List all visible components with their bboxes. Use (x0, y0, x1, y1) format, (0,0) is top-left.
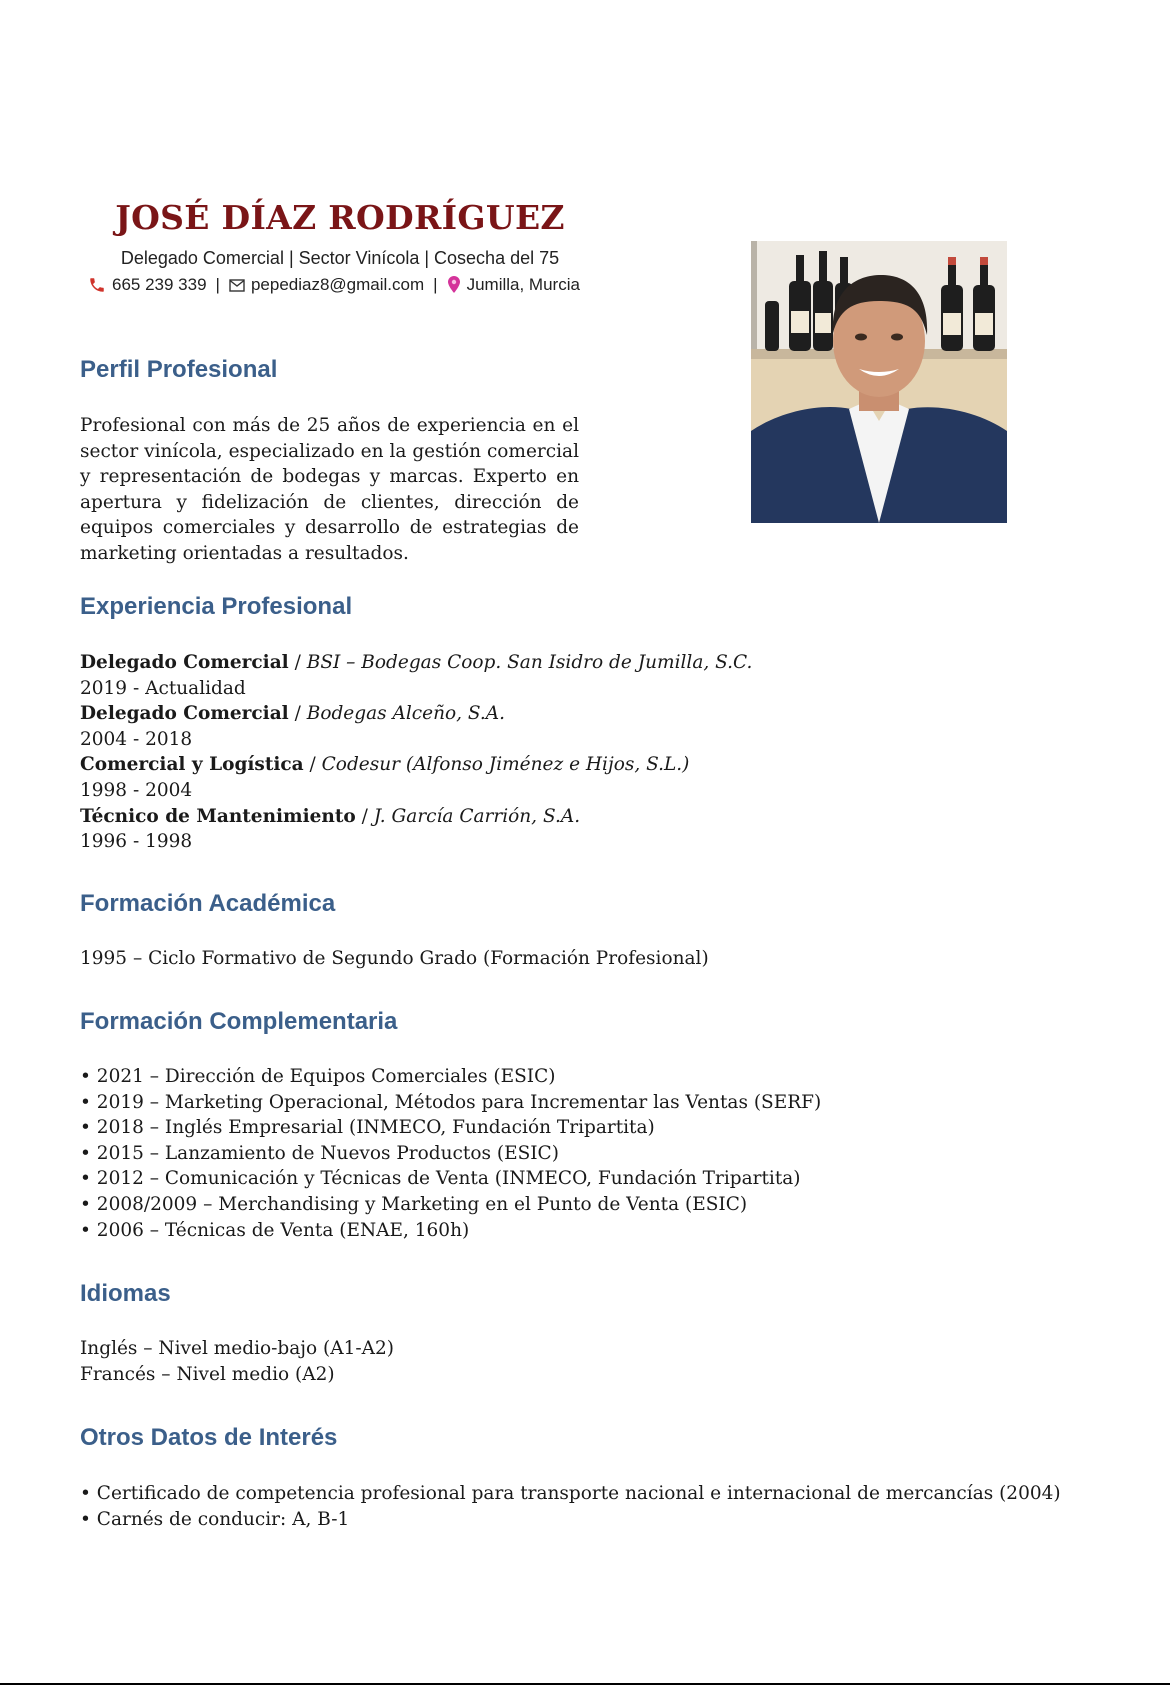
list-item: • 2006 – Técnicas de Venta (ENAE, 160h) (80, 1219, 470, 1241)
list-item: Francés – Nivel medio (A2) (80, 1363, 335, 1385)
list-item: 1995 – Ciclo Formativo de Segundo Grado (Formación Profesional) (80, 948, 709, 969)
contact-line (88, 275, 580, 295)
experience-role-line: Delegado Comercial / Bodegas Alceño, S.A. (80, 703, 506, 725)
experience-period: 2004 - 2018 (80, 728, 193, 750)
languages-list (80, 1336, 394, 1387)
location-pin-icon (447, 276, 461, 294)
list-item: • 2019 – Marketing Operacional, Métodos para Incrementar las Ventas (SERF) (80, 1091, 822, 1113)
experience-role-line: Delegado Comercial / BSI – Bodegas Coop. San Isidro de Jumilla, S.C. (80, 652, 753, 673)
list-item: • 2015 – Lanzamiento de Nuevos Productos (ESIC) (80, 1142, 559, 1164)
phone-number[interactable]: 665 239 339 (112, 275, 207, 294)
contact-separator: | (433, 275, 438, 294)
section-title-complementaria: Formación Complementaria (80, 1008, 398, 1035)
academic-list (80, 946, 709, 972)
page-bottom-rule (0, 1683, 1170, 1685)
experience-list (80, 650, 752, 855)
phone-icon (88, 276, 106, 294)
training-list (80, 1064, 821, 1243)
email-icon (229, 279, 245, 292)
list-item: • 2021 – Dirección de Equipos Comerciales (ESIC) (80, 1066, 556, 1087)
experience-role-line: Comercial y Logística / Codesur (Alfonso Jiménez e Hijos, S.L.) (80, 754, 690, 776)
section-title-experiencia: Experiencia Profesional (80, 593, 353, 620)
section-title-idiomas: Idiomas (80, 1280, 171, 1307)
experience-period: 2019 - Actualidad (80, 677, 246, 699)
list-item: • 2012 – Comunicación y Técnicas de Venta (INMECO, Fundación Tripartita) (80, 1168, 801, 1190)
list-item: • 2018 – Inglés Empresarial (INMECO, Fundación Tripartita) (80, 1117, 655, 1139)
candidate-subtitle: Delegado Comercial | Sector Vinícola | Cosecha del 75 (120, 248, 560, 268)
perfil-text: Profesional con más de 25 años de experiencia en el sector vinícola, especializado en la gestión comercial y representación de bodegas y marcas. Experto en apertura y fidelización de clientes, dirección de equipos comerciales y desarrollo de estrategias de marketing orientadas a resultados. (80, 415, 579, 564)
email-address[interactable]: pepediaz8@gmail.com (250, 275, 425, 294)
candidate-name: JOSÉ DÍAZ RODRÍGUEZ (115, 198, 565, 237)
list-item: Inglés – Nivel medio-bajo (A1-A2) (80, 1338, 394, 1359)
contact-separator: | (215, 275, 220, 294)
list-item: • Carnés de conducir: A, B-1 (80, 1508, 350, 1530)
experience-role-line: Técnico de Mantenimiento / J. García Carrión, S.A. (80, 805, 581, 827)
location: Jumilla, Murcia (466, 275, 580, 294)
section-title-otros: Otros Datos de Interés (80, 1424, 338, 1451)
profile-photo (751, 241, 1007, 523)
experience-period: 1996 - 1998 (80, 831, 193, 853)
section-title-perfil: Perfil Profesional (80, 356, 278, 383)
list-item: • 2008/2009 – Merchandising y Marketing en el Punto de Venta (ESIC) (80, 1193, 748, 1215)
experience-period: 1998 - 2004 (80, 779, 193, 801)
list-item: • Certificado de competencia profesional para transporte nacional e internacional de mercancías (2004) (80, 1483, 1061, 1504)
section-title-academica: Formación Académica (80, 890, 336, 917)
other-list (80, 1481, 1061, 1532)
